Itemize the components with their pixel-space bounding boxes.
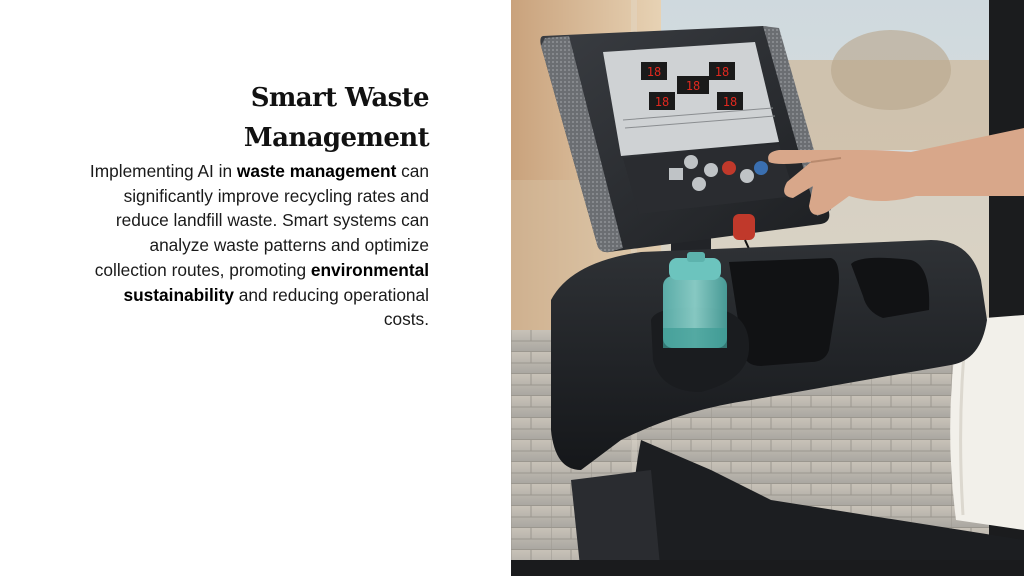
- body-text-part-2: can significantly improve recycling rates and reduce landfill waste. Smart systems can analyze waste patterns and optimize collection routes, promoting: [94, 161, 429, 280]
- slide-body-text: [76, 159, 429, 332]
- display-readout-2-text: 18: [685, 79, 701, 93]
- treadmill-photo: [511, 0, 1024, 576]
- display-readout-1-text: 18: [646, 65, 662, 79]
- slide-title: Smart Waste Management: [243, 83, 429, 153]
- display-readout-5-text: 18: [722, 95, 738, 109]
- display-readout-3-text: 18: [714, 65, 730, 79]
- body-bold-waste-management: waste management: [236, 161, 397, 181]
- body-text-part-3: and reducing operational costs.: [233, 284, 429, 330]
- treadmill-photo-illustration: [511, 0, 1024, 576]
- body-bold-environmental-sustainability: environmental sustainability: [123, 259, 429, 305]
- display-readout-4-text: 18: [654, 95, 670, 109]
- body-text-part-1: Implementing AI in: [89, 161, 237, 181]
